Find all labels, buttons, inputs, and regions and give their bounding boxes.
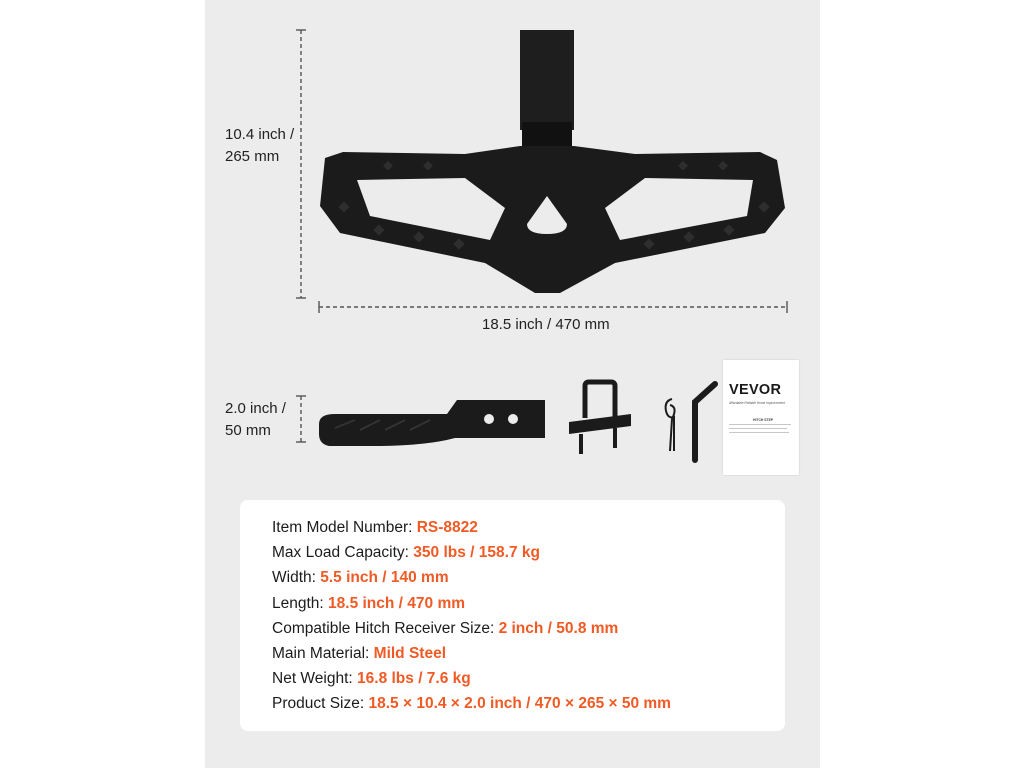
spec-row bbox=[272, 591, 671, 616]
spec-label: Length: bbox=[272, 594, 329, 612]
spec-value: 18.5 × 10.4 × 2.0 inch / 470 × 265 × 50 mm bbox=[368, 695, 671, 713]
spec-row bbox=[272, 515, 671, 540]
hitch-l-pin bbox=[683, 380, 723, 462]
thickness-dimension-line bbox=[295, 394, 307, 444]
spec-value: 5.5 inch / 140 mm bbox=[320, 569, 449, 587]
product-panel bbox=[205, 0, 820, 768]
hitch-lock-bracket bbox=[565, 378, 635, 456]
spec-row bbox=[272, 666, 671, 691]
specifications-list bbox=[272, 515, 671, 717]
spec-label: Product Size: bbox=[272, 695, 369, 713]
manual-text-line bbox=[729, 428, 787, 429]
height-dimension-line bbox=[295, 28, 307, 300]
spec-value: 350 lbs / 158.7 kg bbox=[413, 544, 540, 562]
spec-value: 16.8 lbs / 7.6 kg bbox=[357, 670, 471, 688]
hitch-clip-pin bbox=[660, 395, 684, 455]
spec-label: Compatible Hitch Receiver Size: bbox=[272, 619, 499, 637]
height-dimension-label bbox=[225, 124, 294, 168]
spec-value: 2 inch / 50.8 mm bbox=[498, 619, 619, 637]
manual-tagline: Affordable Reliable Home Improvement bbox=[729, 401, 785, 405]
spec-label: Main Material: bbox=[272, 645, 374, 663]
manual-text-line bbox=[729, 432, 789, 433]
thickness-label-line1: 2.0 inch / bbox=[225, 400, 286, 417]
spec-label: Width: bbox=[272, 569, 321, 587]
instruction-manual bbox=[723, 360, 799, 475]
width-dimension-label: 18.5 inch / 470 mm bbox=[482, 316, 610, 333]
spec-value: Mild Steel bbox=[373, 645, 447, 663]
manual-heading: HITCH STEP bbox=[753, 418, 774, 422]
height-label-line2: 265 mm bbox=[225, 148, 280, 165]
width-dimension-line bbox=[317, 300, 789, 314]
spec-row bbox=[272, 540, 671, 565]
thickness-dimension-label bbox=[225, 398, 286, 442]
manual-text-line bbox=[729, 424, 791, 425]
hitch-step-top-view bbox=[315, 28, 795, 298]
spec-value: 18.5 inch / 470 mm bbox=[328, 594, 466, 612]
spec-row bbox=[272, 691, 671, 716]
specifications-card bbox=[240, 500, 785, 731]
spec-label: Item Model Number: bbox=[272, 519, 417, 536]
spec-label: Max Load Capacity: bbox=[272, 544, 414, 562]
spec-value: RS-8822 bbox=[416, 519, 478, 536]
spec-row bbox=[272, 616, 671, 641]
manual-brand-logo: VEVOR bbox=[729, 382, 782, 398]
hitch-step-side-view bbox=[315, 398, 547, 448]
spec-row bbox=[272, 641, 671, 666]
spec-row bbox=[272, 565, 671, 590]
spec-label: Net Weight: bbox=[272, 670, 358, 688]
thickness-label-line2: 50 mm bbox=[225, 422, 271, 439]
height-label-line1: 10.4 inch / bbox=[225, 126, 295, 143]
